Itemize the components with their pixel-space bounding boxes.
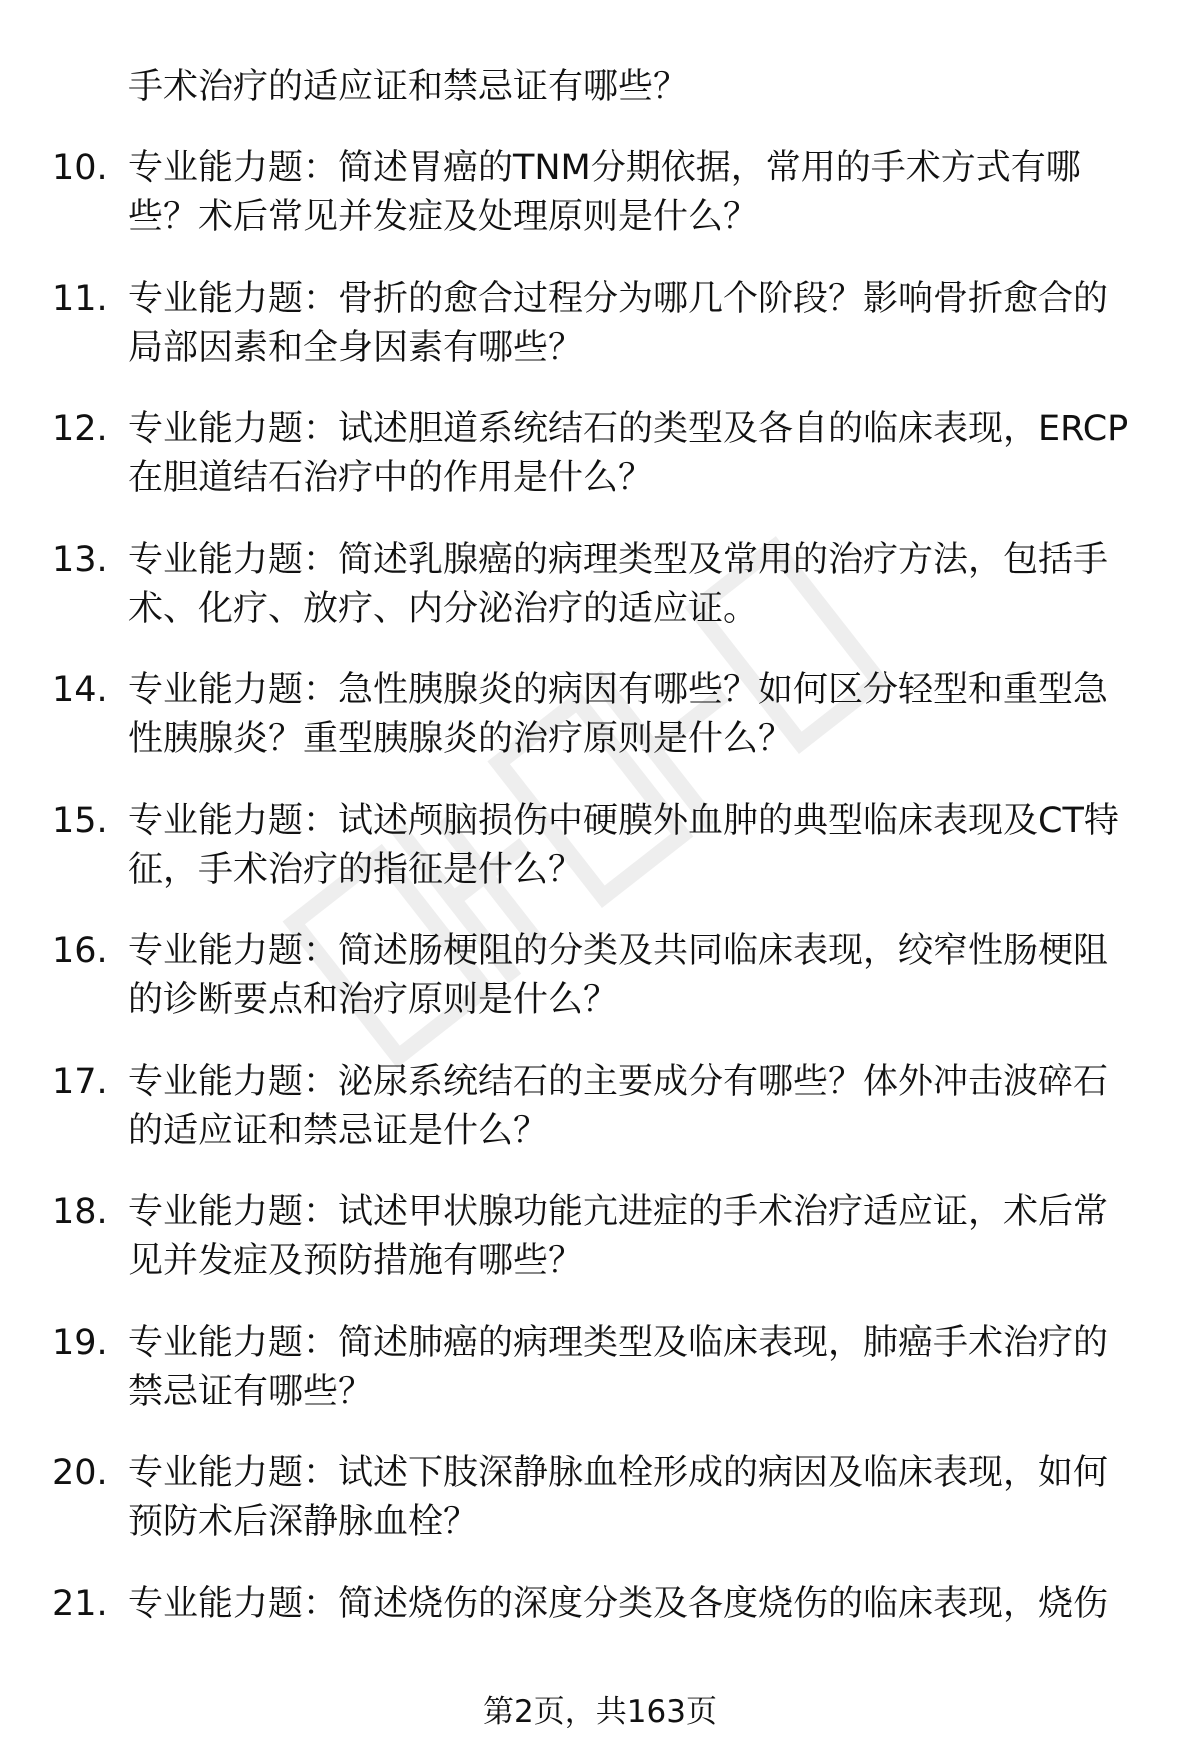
question-number: 10.	[52, 148, 108, 188]
question-text: 专业能力题：试述胆道系统结石的类型及各自的临床表现，ERCP 在胆道结石治疗中的作用是什么？	[128, 409, 1129, 498]
question-item	[0, 1580, 1200, 1711]
question-number: 21.	[52, 1583, 108, 1624]
question-item	[0, 144, 1200, 275]
question-text: 专业能力题：试述甲状腺功能亢进症的手术治疗适应证，术后常 见并发症及预防措施有哪些？	[128, 1192, 1109, 1281]
question-number: 14.	[52, 670, 108, 710]
question-number: 13.	[52, 539, 108, 580]
question-text: 专业能力题：简述胃癌的TNM分期依据，常用的手术方式有哪 些？术后常见并发症及处理原则是什么？	[128, 148, 1081, 237]
question-number: 20.	[52, 1453, 108, 1493]
question-text: 专业能力题：简述乳腺癌的病理类型及常用的治疗方法，包括手 术、化疗、放疗、内分泌治疗的适应证。	[128, 539, 1109, 629]
question-number: 17.	[52, 1061, 108, 1102]
question-text: 专业能力题：简述烧伤的深度分类及各度烧伤的临床表现，烧伤	[128, 1583, 1109, 1624]
question-number: 12.	[52, 409, 108, 449]
continued-question-line: 手术治疗的适应证和禁忌证有哪些？	[128, 67, 689, 107]
question-item	[0, 927, 1200, 1058]
question-text: 专业能力题：试述颅脑损伤中硬膜外血肿的典型临床表现及CT特 征，手术治疗的指征是什么？	[128, 800, 1119, 890]
question-item	[0, 1319, 1200, 1450]
question-item	[0, 536, 1200, 667]
question-text: 专业能力题：试述下肢深静脉血栓形成的病因及临床表现，如何 预防术后深静脉血栓？	[128, 1453, 1109, 1542]
question-text: 专业能力题：简述肺癌的病理类型及临床表现，肺癌手术治疗的 禁忌证有哪些？	[128, 1322, 1109, 1412]
page-footer: 第2页，共163页	[483, 1694, 717, 1730]
question-number: 15.	[52, 800, 108, 841]
question-item	[0, 405, 1200, 536]
question-item	[0, 1188, 1200, 1319]
question-item	[0, 1058, 1200, 1189]
question-text: 专业能力题：急性胰腺炎的病因有哪些？如何区分轻型和重型急 性胰腺炎？重型胰腺炎的治疗原则是什么？	[128, 670, 1109, 759]
question-number: 16.	[52, 931, 108, 971]
question-item	[0, 1449, 1200, 1580]
question-text: 专业能力题：简述肠梗阻的分类及共同临床表现，绞窄性肠梗阻 的诊断要点和治疗原则是什么？	[128, 931, 1109, 1020]
question-item	[0, 275, 1200, 406]
question-text: 专业能力题：骨折的愈合过程分为哪几个阶段？影响骨折愈合的 局部因素和全身因素有哪些？	[128, 278, 1109, 368]
question-list	[0, 144, 1200, 1710]
question-number: 18.	[52, 1192, 108, 1232]
question-number: 19.	[52, 1322, 108, 1363]
question-item	[0, 797, 1200, 928]
question-number: 11.	[52, 278, 108, 319]
question-text: 专业能力题：泌尿系统结石的主要成分有哪些？体外冲击波碎石 的适应证和禁忌证是什么？	[128, 1061, 1109, 1151]
question-item	[0, 666, 1200, 797]
